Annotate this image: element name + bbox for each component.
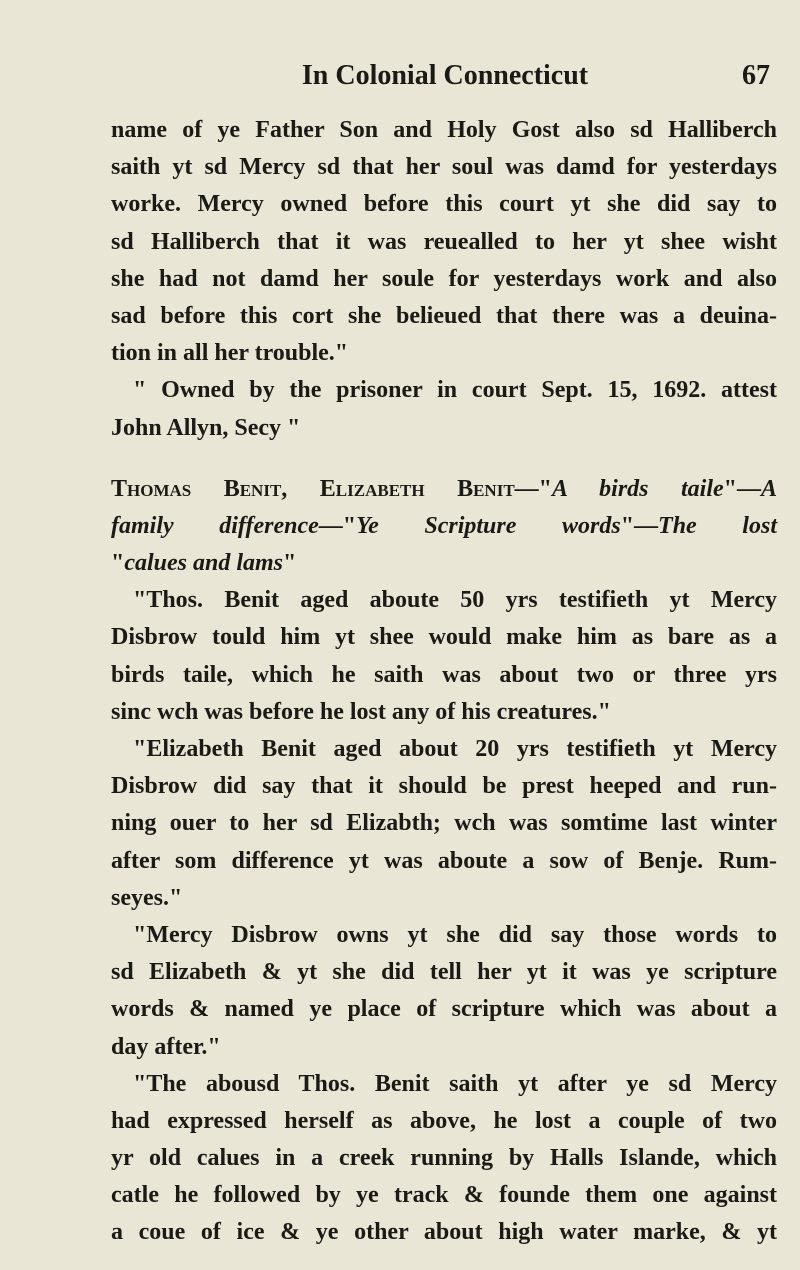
heading-names: Thomas Benit, Elizabeth Benit (111, 475, 515, 502)
text-line: words & named ye place of scripture which was about a (111, 996, 777, 1023)
heading-line (111, 545, 777, 582)
heading-quote: " (283, 550, 297, 577)
text-line: "The abousd Thos. Benit saith yt after ye sd Mercy (133, 1070, 777, 1097)
text-line: seyes." (111, 884, 183, 911)
paragraph-elizabeth-benit-testimony (111, 731, 777, 917)
text-line: ning ouer to her sd Elizabth; wch was somtime last winter (111, 810, 777, 837)
page-number: 67 (742, 60, 770, 91)
heading-quote: " (111, 550, 125, 577)
heading-line (111, 508, 777, 545)
text-line: yr old calues in a creek running by Halls Islande, which (111, 1145, 777, 1172)
paragraph-thos-benit-testimony (111, 582, 777, 731)
heading-italic-phrase: A (760, 475, 777, 502)
text-line: she had not damd her soule for yesterdays work and also (111, 265, 777, 292)
body-text (111, 112, 777, 1252)
heading-italic-phrase: A birds taile (552, 475, 724, 502)
paragraph-lost-calues (111, 1066, 777, 1252)
heading-italic-phrase: calues and lams (124, 550, 284, 577)
text-line: sd Halliberch that it was reuealled to her yt shee wisht (111, 228, 777, 255)
heading-separator: "— (723, 475, 761, 502)
text-line: saith yt sd Mercy sd that her soul was damd for yesterdays (111, 154, 777, 181)
text-line: "Thos. Benit aged aboute 50 yrs testifieth yt Mercy (133, 587, 777, 614)
text-line: name of ye Father Son and Holy Gost also sd Halliberch (111, 117, 777, 143)
paragraph-mercy-disbrow-owns (111, 917, 777, 1066)
text-line: worke. Mercy owned before this court yt she did say to (111, 191, 777, 218)
heading-line (111, 471, 777, 508)
running-head (110, 56, 780, 96)
heading-italic-phrase: family difference (111, 512, 319, 539)
paragraph-owned-by-prisoner (111, 372, 777, 446)
text-line: after som difference yt was aboute a sow of Benje. Rum- (111, 847, 777, 874)
text-line: "Elizabeth Benit aged about 20 yrs testifieth yt Mercy (133, 736, 777, 762)
heading-italic-phrase: Ye Scripture words (356, 512, 621, 539)
text-line: sinc wch was before he lost any of his creatures." (111, 698, 611, 725)
text-line: " Owned by the prisoner in court Sept. 15, 1692. attest (133, 377, 777, 404)
text-line: tion in all her trouble." (111, 340, 349, 367)
heading-separator: —" (318, 512, 357, 539)
text-line: birds taile, which he saith was about two or three yrs (111, 661, 777, 688)
text-line: sd Elizabeth & yt she did tell her yt it was ye scripture (111, 959, 777, 986)
text-line: a coue of ice & ye other about high water marke, & yt (111, 1219, 777, 1246)
running-head-title: In Colonial Connecticut (301, 60, 589, 91)
text-line: day after." (111, 1033, 221, 1060)
text-line: Disbrow tould him yt shee would make him as bare as a (111, 624, 777, 651)
section-heading (111, 471, 777, 583)
paragraph-testimony-continued (111, 112, 777, 372)
text-line: sad before this cort she belieued that there was a deuina- (111, 302, 777, 329)
heading-separator: —" (514, 475, 552, 502)
text-line: Disbrow did say that it should be prest heeped and run- (111, 773, 777, 800)
text-line: John Allyn, Secy " (111, 414, 301, 441)
heading-separator: "— (620, 512, 659, 539)
text-line: catle he followed by ye track & founde them one against (111, 1182, 777, 1209)
section-spacer (111, 447, 777, 471)
text-line: "Mercy Disbrow owns yt she did say those words to (133, 921, 777, 948)
heading-italic-phrase: The lost (658, 512, 777, 539)
text-line: had expressed herself as above, he lost a couple of two (111, 1107, 777, 1134)
